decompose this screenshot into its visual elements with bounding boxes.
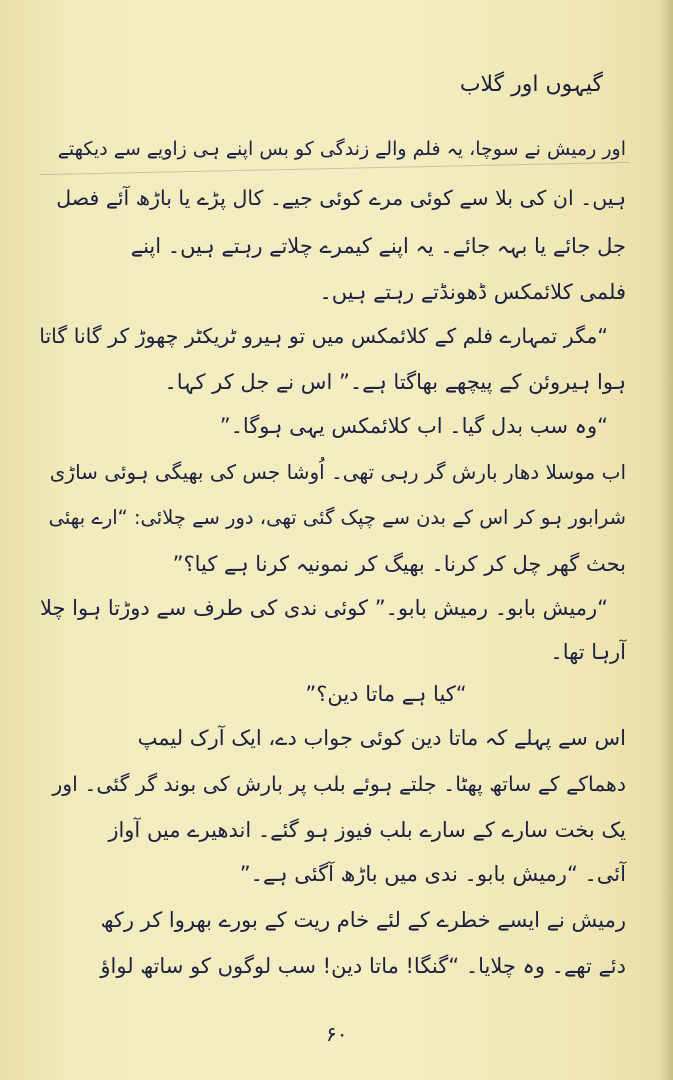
running-header: گیہوں اور گلاب	[459, 72, 603, 97]
text-line: یک بخت سارے کے سارے بلب فیوز ہو گئے۔ اندھیرے میں آواز	[108, 818, 626, 842]
text-line: “کیا ہے ماتا دین؟”	[305, 682, 467, 706]
text-line: اور رمیش نے سوچا، یہ فلم والے زندگی کو بس اپنے ہی زاویے سے دیکھتے	[57, 138, 626, 160]
text-line: آرہا تھا۔	[550, 640, 626, 664]
text-line: ہوا ہیروئن کے پیچھے بھاگتا ہے۔” اس نے جل کر کہا۔	[164, 370, 626, 394]
text-line: دھماکے کے ساتھ پھٹا۔ جلتے ہوئے بلب پر بارش کی بوند گر گئی۔ اور	[52, 772, 626, 796]
text-line: اب موسلا دھار بارش گر رہی تھی۔ اُوشا جس کی بھیگی ہوئی ساڑی	[49, 460, 626, 484]
text-line: بحث گھر چل کر کرنا۔ بھیگ کر نمونیہ کرنا ہے کیا؟”	[172, 552, 626, 576]
text-line: آئی۔ “رمیش بابو۔ ندی میں باڑھ آگئی ہے۔”	[239, 862, 626, 886]
text-line: رمیش نے ایسے خطرے کے لئے خام ریت کے بورے بھروا کر رکھ	[100, 908, 626, 932]
text-line: شرابور ہو کر اس کے بدن سے چپک گئی تھی، دور سے چلائی: “ارے بھئی	[48, 506, 626, 529]
text-line: “وہ سب بدل گیا۔ اب کلائمکس یہی ہوگا۔”	[219, 414, 608, 438]
text-line: دئے تھے۔ وہ چلایا۔ “گنگا! ماتا دین! سب لوگوں کو ساتھ لواؤ	[100, 954, 626, 978]
text-line: فلمی کلائمکس ڈھونڈتے رہتے ہیں۔	[319, 280, 626, 304]
page-edge-shadow	[659, 0, 673, 1080]
text-line: جل جائے یا بہہ جائے۔ یہ اپنے کیمرے چلاتے رہتے ہیں۔ اپنے	[130, 234, 626, 258]
text-line: اس سے پہلے کہ ماتا دین کوئی جواب دے، ایک آرک لیمپ	[137, 726, 626, 750]
text-line: “مگر تمہارے فلم کے کلائمکس میں تو ہیرو ٹریکٹر چھوڑ کر گانا گاتا	[39, 324, 608, 348]
text-line: ہیں۔ ان کی بلا سے کوئی مرے کوئی جیے۔ کال پڑے یا باڑھ آئے فصل	[56, 186, 626, 210]
page-number: ۶۰	[326, 1022, 348, 1046]
text-line: “رمیش بابو۔ رمیش بابو۔” کوئی ندی کی طرف سے دوڑتا ہوا چلا	[39, 596, 608, 620]
